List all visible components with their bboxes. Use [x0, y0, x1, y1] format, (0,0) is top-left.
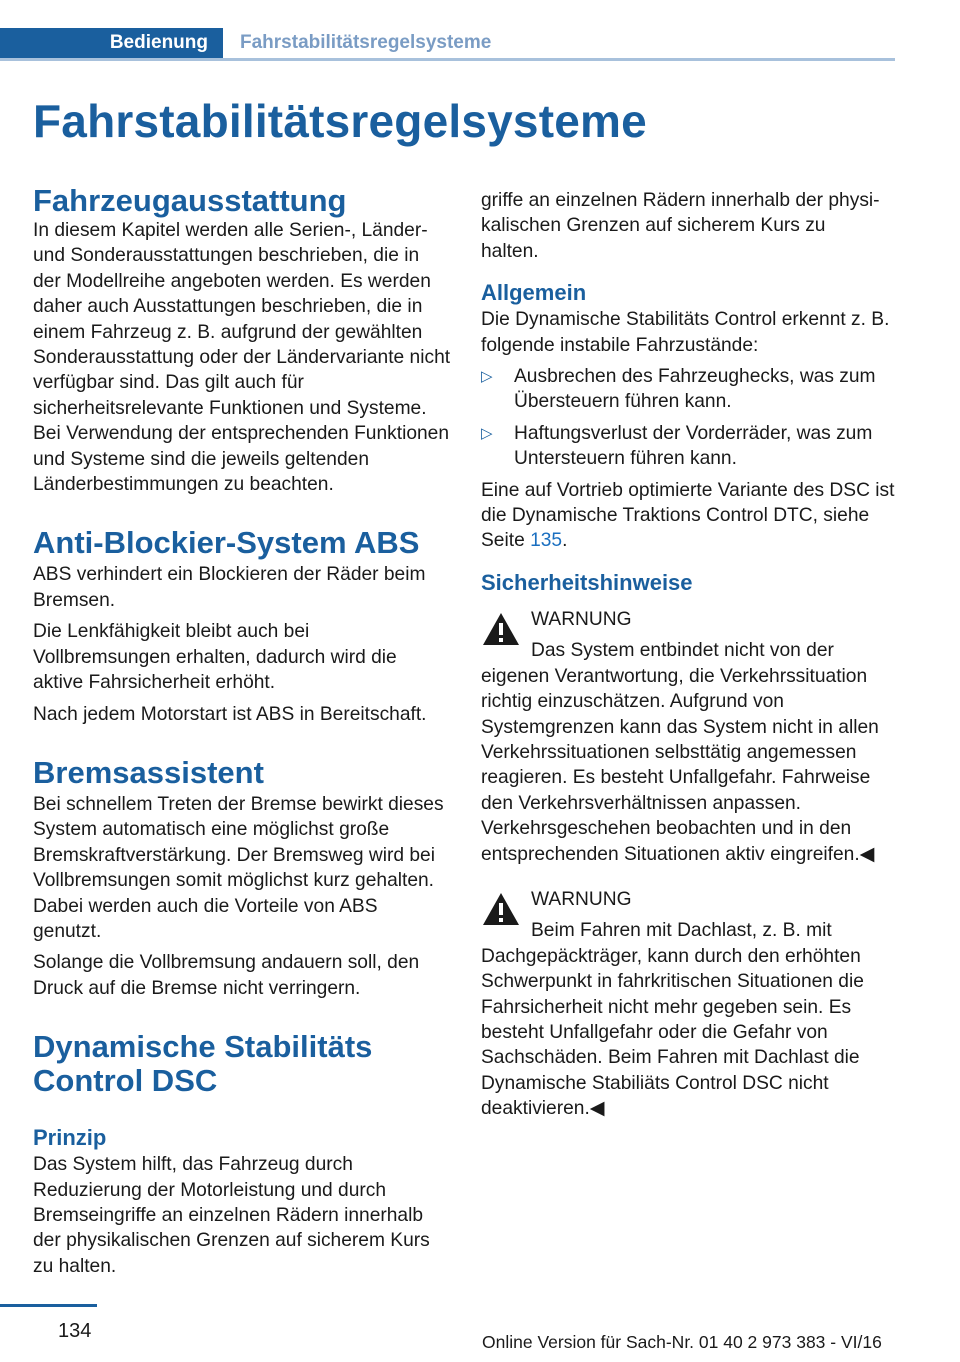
triangle-bullet-icon: ▷	[481, 368, 493, 386]
warning-label: WARNUNG	[531, 608, 632, 630]
list-item: ▷ Ausbrechen des Fahrzeughecks, was zum Übersteuern führen kann.	[481, 366, 876, 413]
chapter-tab: Fahrstabilitätsregelsysteme	[240, 32, 492, 53]
bullet-list	[481, 364, 901, 472]
paragraph: Das System hilft, das Fahrzeug durch Reduzierung der Motorleistung und durch Bremseingriffe an einzelnen Rädern innerhalb der physikalischen Grenzen auf sicherem Kurs zu halten.	[33, 1154, 430, 1277]
paragraph: Die Dynamische Stabilitäts Control erkennt z. B. folgende instabile Fahrzustände:	[481, 309, 890, 356]
warning-triangle-icon	[481, 611, 521, 647]
page-title: Fahrstabilitätsregelsysteme	[33, 95, 647, 147]
footer-rule	[0, 1304, 97, 1307]
right-column	[481, 182, 901, 1122]
subheading-sicherheitshinweise: Sicherheitshinweise	[481, 569, 693, 595]
paragraph-continued-visible: griffe an einzelnen Rädern innerhalb der physi- kalischen Grenzen auf sicherem Kurs zu halten.	[481, 190, 880, 262]
page-link[interactable]: 135	[530, 530, 563, 552]
heading-fahrzeugausstattung: Fahrzeugausstattung	[33, 183, 347, 218]
paragraph: Nach jedem Motorstart ist ABS in Bereitschaft.	[33, 703, 427, 725]
warning-text: Beim Fahren mit Dachlast, z. B. mit Dachgepäckträger, kann durch den erhöhten Schwerpunkt in fahrkritischen Situationen die Fahrsicherheit nicht mehr gegeben sein. Es besteht Unfallgefahr oder die Gefahr von Sachschäden. Beim Fahren mit Dachlast die Dynamische Stabiliäts Control DSC nicht deaktivieren.◀	[481, 920, 864, 1120]
heading-dsc: Dynamische Stabilitäts Control DSC	[33, 1029, 373, 1099]
section-tab: Bedienung	[0, 28, 223, 58]
footer-version: Online Version für Sach-Nr. 01 40 2 973 383 - VI/16	[482, 1332, 882, 1352]
heading-abs: Anti-Blockier-System ABS	[33, 525, 420, 561]
list-item: ▷ Haftungsverlust der Vorderräder, was zum Untersteuern führen kann.	[481, 422, 873, 470]
subheading-allgemein: Allgemein	[481, 280, 587, 306]
page-number: 134	[58, 1320, 92, 1342]
warning-text: Das System entbindet nicht von der eigenen Verantwortung, die Verkehrssituation richtig einzuschätzen. Aufgrund von Systemgrenzen kann das System nicht in allen Verkehrssituationen selbsttätig angemessen reagieren. Es besteht Unfallgefahr. Fahrweise den Verkehrsverhältnissen anpassen. Verkehrsgeschehen beobachten und in den entsprechenden Situationen aktiv eingreifen.◀	[481, 640, 879, 865]
triangle-bullet-icon: ▷	[481, 424, 493, 442]
subheading-prinzip: Prinzip	[33, 1125, 107, 1151]
warning-triangle-icon	[481, 891, 521, 927]
page-header	[0, 28, 895, 62]
paragraph: Bei schnellem Treten der Bremse bewirkt dieses System automatisch eine möglichst große Bremskraftverstärkung. Der Bremsweg wird bei Vollbremsungen somit möglichst kurz gehalten. Dabei werden auch die Vorteile von ABS genutzt.	[33, 793, 444, 942]
paragraph: Eine auf Vortrieb optimierte Variante des DSC ist die Dynamische Traktions Control DTC, siehe Seite 135.	[481, 479, 895, 552]
warning-label: WARNUNG	[531, 888, 632, 910]
heading-bremsassistent: Bremsassistent	[33, 754, 264, 790]
header-rule	[0, 58, 895, 61]
left-column	[33, 183, 451, 1277]
paragraph: Die Lenkfähigkeit bleibt auch bei Vollbremsungen erhalten, dadurch wird die aktive Fahrsicherheit erhöht.	[33, 621, 397, 694]
paragraph: ABS verhindert ein Blockieren der Räder beim Bremsen.	[33, 564, 426, 611]
warning-block	[481, 607, 901, 867]
paragraph: Solange die Vollbremsung andauern soll, den Druck auf die Bremse nicht verringern.	[33, 952, 420, 999]
warning-block	[481, 887, 901, 1122]
paragraph: In diesem Kapitel werden alle Serien-, Länder- und Sonderausstattungen beschrieben, die in der Modellreihe angeboten werden. Es werden daher auch Ausstattungen beschrieben, die in einem Fahrzeug z. B. aufgrund der gewählten Sonderausstattung oder der Ländervariante nicht verfügbar sind. Das gilt auch für sicherheitsrelevante Funktionen und Systeme. Bei Verwendung der entsprechenden Funktionen und Systeme sind die jeweils geltenden Länderbestimmungen zu beachten.	[33, 220, 451, 496]
